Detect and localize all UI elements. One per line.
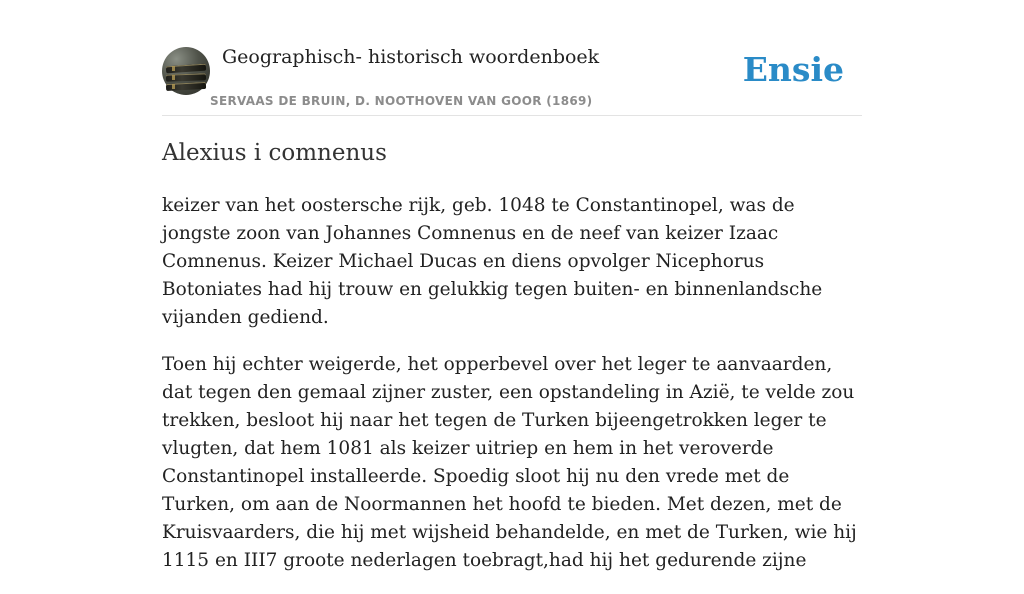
ensie-logo[interactable]: Ensie xyxy=(742,50,844,89)
entry-title: Alexius i comnenus xyxy=(162,140,387,166)
book-author: SERVAAS DE BRUIN, D. NOOTHOVEN VAN GOOR (1869) xyxy=(210,94,593,108)
gilt-mark-1 xyxy=(172,66,175,71)
gilt-mark-3 xyxy=(172,84,175,89)
header xyxy=(162,40,862,116)
gilt-mark-2 xyxy=(172,75,175,80)
entry-body xyxy=(162,192,862,594)
book-title[interactable]: Geographisch- historisch woordenboek xyxy=(222,46,600,68)
entry-paragraph: Toen hij echter weigerde, het opperbevel over het leger te aanvaarden, dat tegen den gemaal zijner zuster, een opstandeling in Azië, te velde zou trekken, besloot hij naar het tegen de Turken bijeengetrokken leger te vlugten, dat hem 1081 als keizer uitriep en hem in het veroverde Constantinopel installeerde. Spoedig sloot hij nu den vrede met de Turken, om aan de Noormannen het hoofd te bieden. Met dezen, met de Kruisvaarders, die hij met wijsheid behandelde, en met de Turken, wie hij 1115 en III7 groote nederlagen toebragt,had hij het gedurende zijne xyxy=(162,354,857,571)
book-stack-icon[interactable] xyxy=(162,47,210,95)
entry-paragraph: keizer van het oostersche rijk, geb. 1048 te Constantinopel, was de jongste zoon van Johannes Comnenus en de neef van keizer Izaac Comnenus. Keizer Michael Ducas en diens opvolger Nicephorus Botoniates had hij trouw en gelukkig tegen buiten- en binnenlandsche vijanden gediend. xyxy=(162,195,823,328)
